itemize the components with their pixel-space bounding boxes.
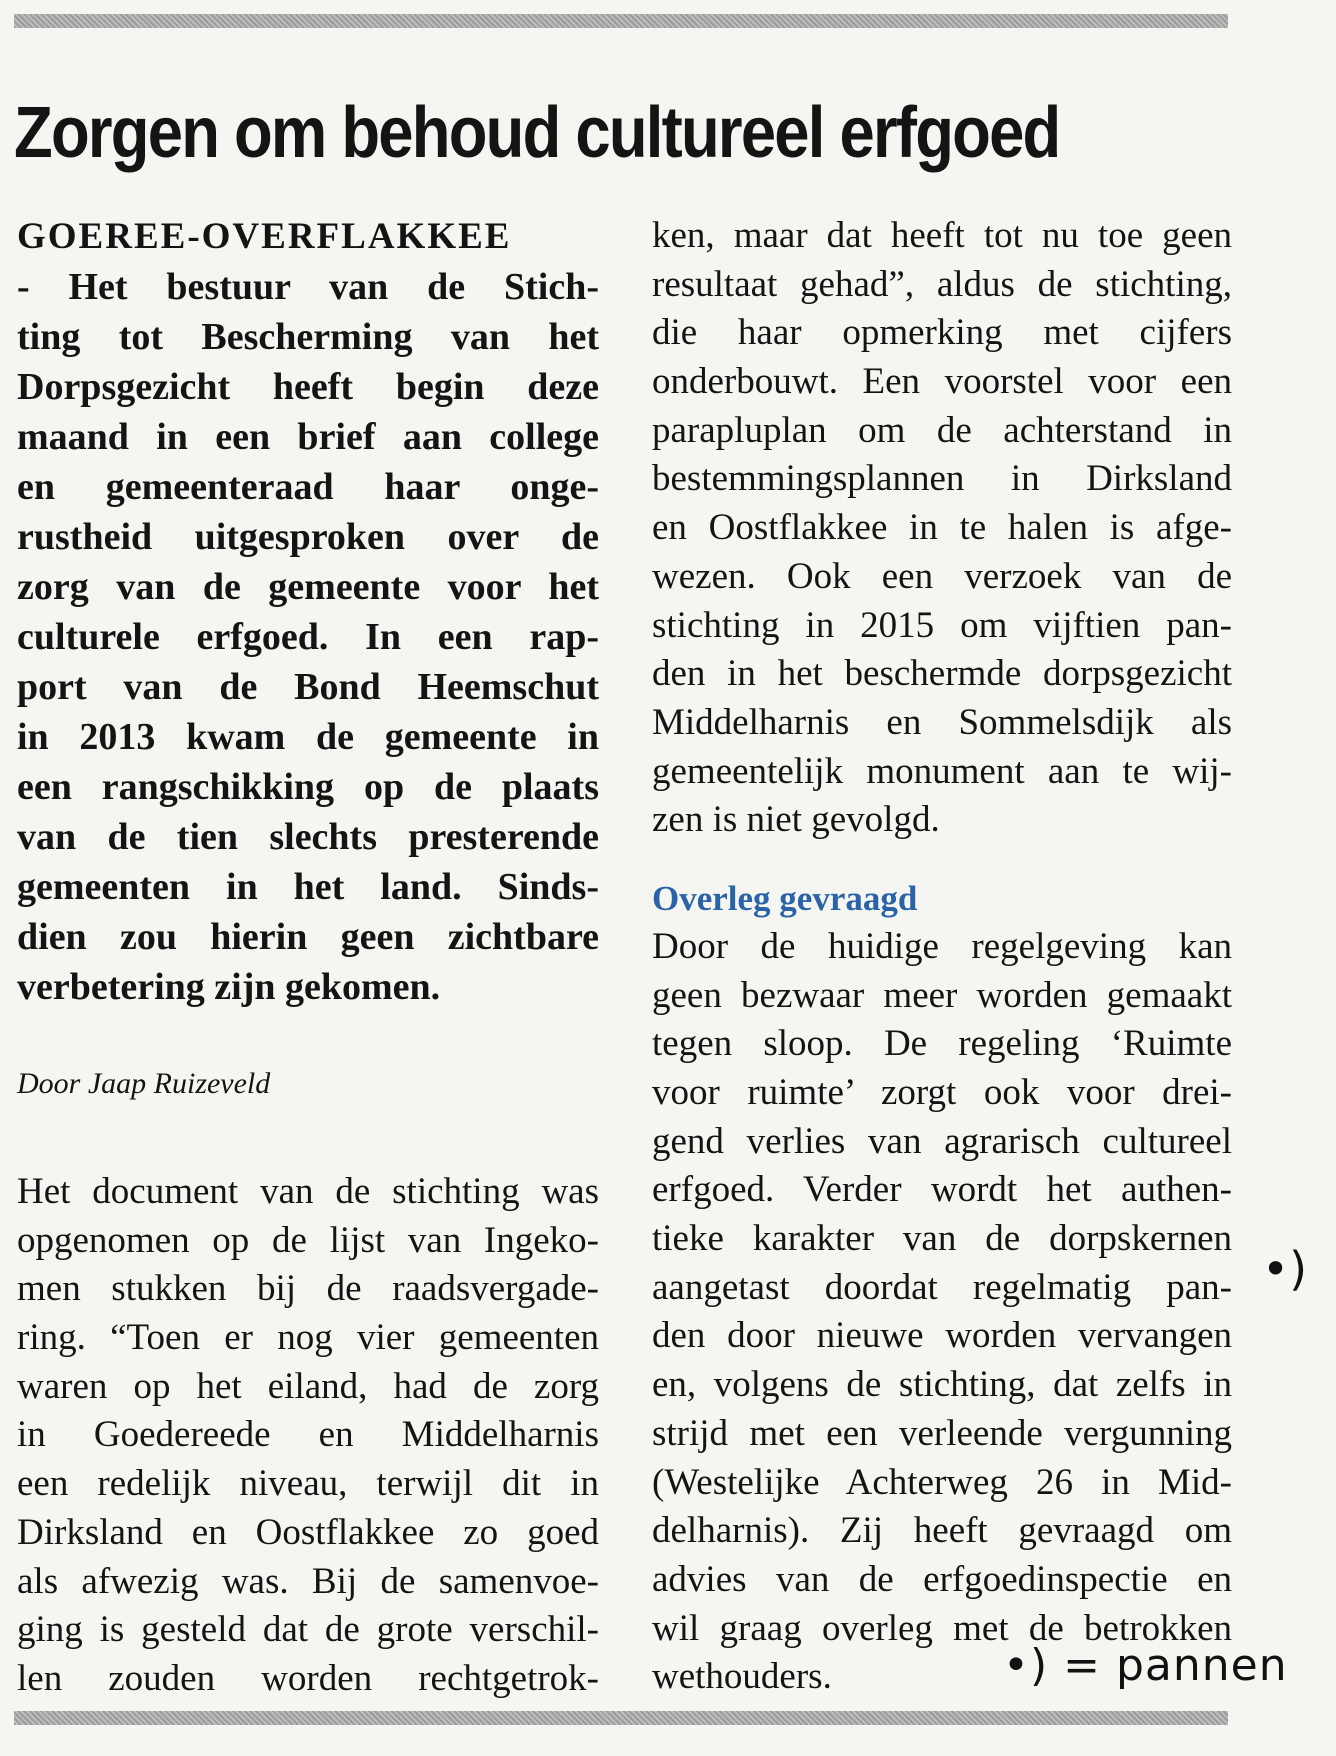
body-line: en, volgens de stichting, dat zelfs in: [652, 1364, 1232, 1406]
body-line: Dirksland en Oostflakkee zo goed: [17, 1511, 599, 1553]
body-line: ging is gesteld dat de grote verschil-: [17, 1609, 599, 1651]
body-line: wil graag overleg met de betrokken: [652, 1607, 1232, 1649]
body-line: wethouders.: [652, 1656, 832, 1698]
body-line: Middelharnis en Sommelsdijk als: [652, 701, 1232, 743]
byline: Door Jaap Ruizeveld: [17, 1067, 271, 1100]
body-line: zen is niet gevolgd.: [652, 799, 940, 841]
lead-line: maand in een brief aan college: [17, 416, 599, 458]
bottom-rule: [14, 1711, 1228, 1725]
body-line: Door de huidige regelgeving kan: [652, 925, 1232, 967]
lead-line: - Het bestuur van de Stich-: [17, 266, 599, 308]
lead-line: in 2013 kwam de gemeente in: [17, 716, 599, 758]
body-line: parapluplan om de achterstand in: [652, 409, 1232, 451]
lead-line: van de tien slechts presterende: [17, 816, 599, 858]
body-line: den in het beschermde dorpsgezicht: [652, 653, 1232, 695]
subheading: Overleg gevraagd: [652, 878, 918, 918]
body-line: aangetast doordat regelmatig pan-: [652, 1266, 1232, 1308]
lead-line: port van de Bond Heemschut: [17, 666, 599, 708]
article-headline: Zorgen om behoud cultureel erfgoed: [14, 93, 1060, 173]
lead-line: verbetering zijn gekomen.: [17, 966, 441, 1008]
lead-line: ting tot Bescherming van het: [17, 316, 599, 358]
body-line: opgenomen op de lijst van Ingeko-: [17, 1219, 599, 1261]
body-line: wezen. Ook een verzoek van de: [652, 555, 1232, 597]
body-line: die haar opmerking met cijfers: [652, 312, 1232, 354]
lead-lines: [17, 262, 599, 1012]
body-line: delharnis). Zij heeft gevraagd om: [652, 1510, 1232, 1552]
lead-line: culturele erfgoed. In een rap-: [17, 616, 599, 658]
body-line: tegen sloop. De regeling ‘Ruimte: [652, 1023, 1232, 1065]
lead-line: en gemeenteraad haar onge-: [17, 466, 599, 508]
body-right-part-2: [652, 923, 1232, 1702]
handwritten-footnote: •) = pannen: [1003, 1640, 1288, 1691]
body-line: resultaat gehad”, aldus de stichting,: [652, 263, 1232, 305]
right-column: [652, 212, 1232, 1702]
top-rule: [14, 14, 1228, 28]
body-line: (Westelijke Achterweg 26 in Mid-: [652, 1461, 1232, 1503]
body-line: tieke karakter van de dorpskernen: [652, 1218, 1232, 1260]
body-line: len zouden worden rechtgetrok-: [17, 1657, 599, 1699]
left-column: [17, 212, 599, 1704]
dateline: GOEREE-OVERFLAKKEE: [17, 216, 512, 257]
lead-line: rustheid uitgesproken over de: [17, 516, 599, 558]
handwritten-footnote-mark: •): [1262, 1242, 1308, 1296]
body-line: stichting in 2015 om vijftien pan-: [652, 604, 1232, 646]
body-line: geen bezwaar meer worden gemaakt: [652, 974, 1232, 1016]
body-left: [17, 1168, 599, 1704]
lead-paragraph: [17, 212, 599, 1012]
body-right-part-1: [652, 212, 1232, 845]
body-line: den door nieuwe worden vervangen: [652, 1315, 1232, 1357]
body-line: voor ruimte’ zorgt ook voor drei-: [652, 1072, 1232, 1113]
lead-line: dien zou hierin geen zichtbare: [17, 916, 599, 958]
body-line: een redelijk niveau, terwijl dit in: [17, 1463, 599, 1505]
lead-line: een rangschikking op de plaats: [17, 766, 599, 808]
body-line: men stukken bij de raadsvergade-: [17, 1268, 599, 1310]
body-line: ring. “Toen er nog vier gemeenten: [17, 1317, 599, 1359]
lead-line: zorg van de gemeente voor het: [17, 566, 599, 608]
body-line: bestemmingsplannen in Dirksland: [652, 458, 1232, 500]
body-line: waren op het eiland, had de zorg: [17, 1365, 599, 1407]
body-line: ken, maar dat heeft tot nu toe geen: [652, 215, 1232, 256]
body-line: en Oostflakkee in te halen is afge-: [652, 507, 1232, 549]
body-line: onderbouwt. Een voorstel voor een: [652, 361, 1232, 403]
lead-line: gemeenten in het land. Sinds-: [17, 866, 599, 908]
body-line: erfgoed. Verder wordt het authen-: [652, 1169, 1232, 1211]
body-line: Het document van de stichting was: [17, 1171, 599, 1212]
body-line: gemeentelijk monument aan te wij-: [652, 750, 1232, 792]
body-line: advies van de erfgoedinspectie en: [652, 1558, 1232, 1600]
lead-line: Dorpsgezicht heeft begin deze: [17, 366, 599, 408]
body-line: als afwezig was. Bij de samenvoe-: [17, 1560, 599, 1602]
body-line: in Goedereede en Middelharnis: [17, 1414, 599, 1456]
body-line: strijd met een verleende vergunning: [652, 1412, 1232, 1454]
body-line: gend verlies van agrarisch cultureel: [652, 1120, 1232, 1162]
